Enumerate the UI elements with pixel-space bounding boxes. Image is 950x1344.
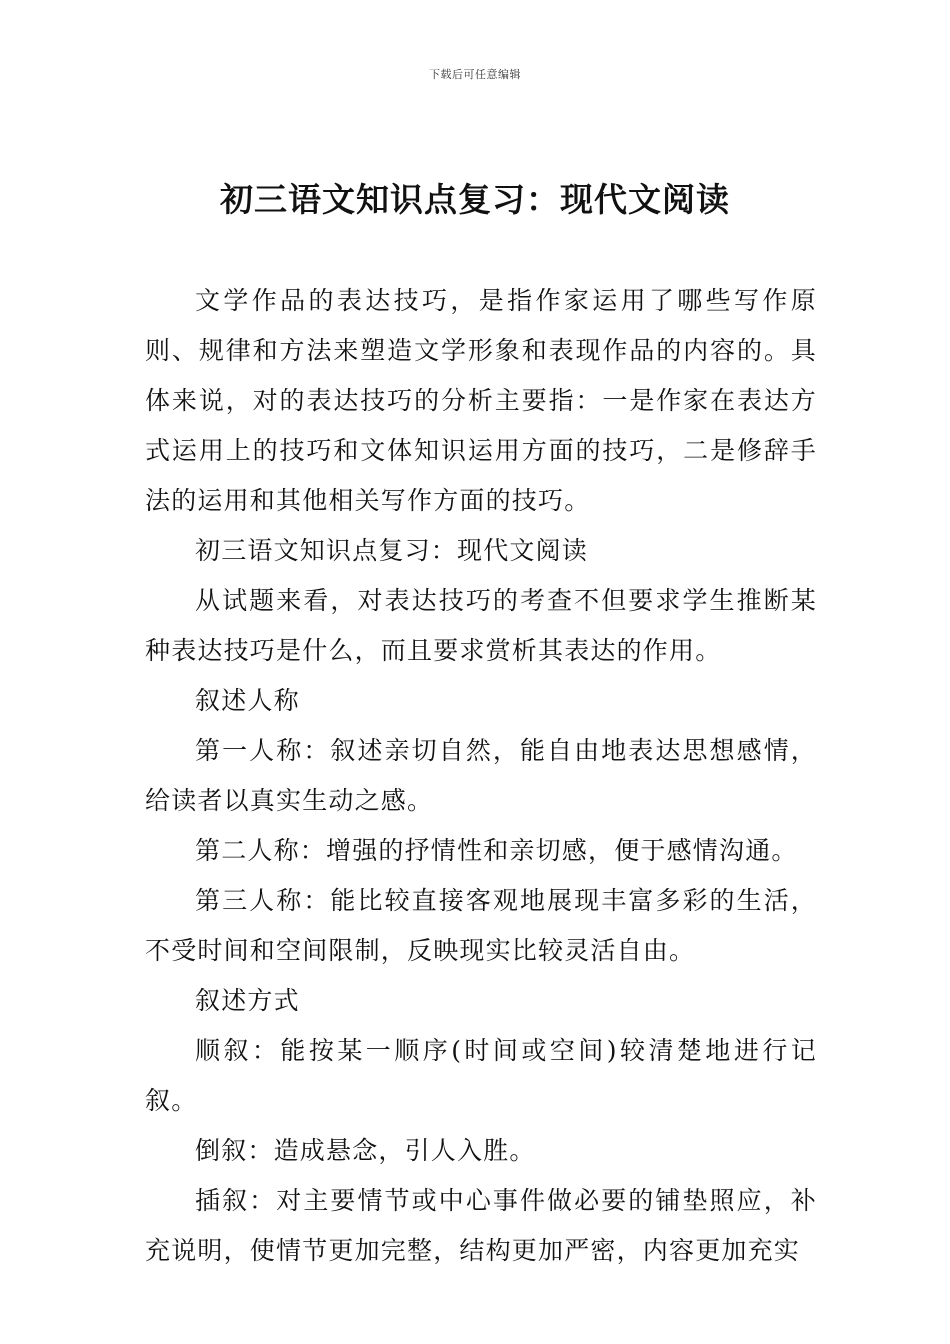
header-note: 下载后可任意编辑: [429, 68, 521, 81]
paragraph-third-person: 第三人称：能比较直接客观地展现丰富多彩的生活，不受时间和空间限制，反映现实比较灵活自由。: [145, 886, 817, 965]
paragraph-second-person: 第二人称：增强的抒情性和亲切感，便于感情沟通。: [195, 836, 798, 865]
paragraph-exam-note: 从试题来看，对表达技巧的考查不但要求学生推断某种表达技巧是什么，而且要求赏析其表达的作用。: [145, 586, 817, 665]
paragraph-subtitle: 初三语文知识点复习：现代文阅读: [195, 536, 589, 565]
paragraph-interpolation: 插叙：对主要情节或中心事件做必要的铺垫照应，补充说明，使情节更加完整，结构更加严密，内容更加充实: [145, 1186, 817, 1265]
document-body: [145, 276, 817, 1276]
paragraph-chronological: 顺叙：能按某一顺序(时间或空间)较清楚地进行记叙。: [145, 1036, 817, 1115]
paragraph-first-person: 第一人称：叙述亲切自然，能自由地表达思想感情，给读者以真实生动之感。: [145, 736, 817, 815]
document-title: 初三语文知识点复习：现代文阅读: [220, 180, 730, 219]
paragraph-intro: 文学作品的表达技巧，是指作家运用了哪些写作原则、规律和方法来塑造文学形象和表现作品的内容的。具体来说，对的表达技巧的分析主要指：一是作家在表达方式运用上的技巧和文体知识运用方面的技巧，二是修辞手法的运用和其他相关写作方面的技巧。: [145, 286, 817, 515]
paragraph-flashback: 倒叙：造成悬念，引人入胜。: [195, 1136, 536, 1165]
section-heading-narrative-person: 叙述人称: [195, 686, 300, 715]
section-heading-narrative-mode: 叙述方式: [195, 986, 300, 1015]
